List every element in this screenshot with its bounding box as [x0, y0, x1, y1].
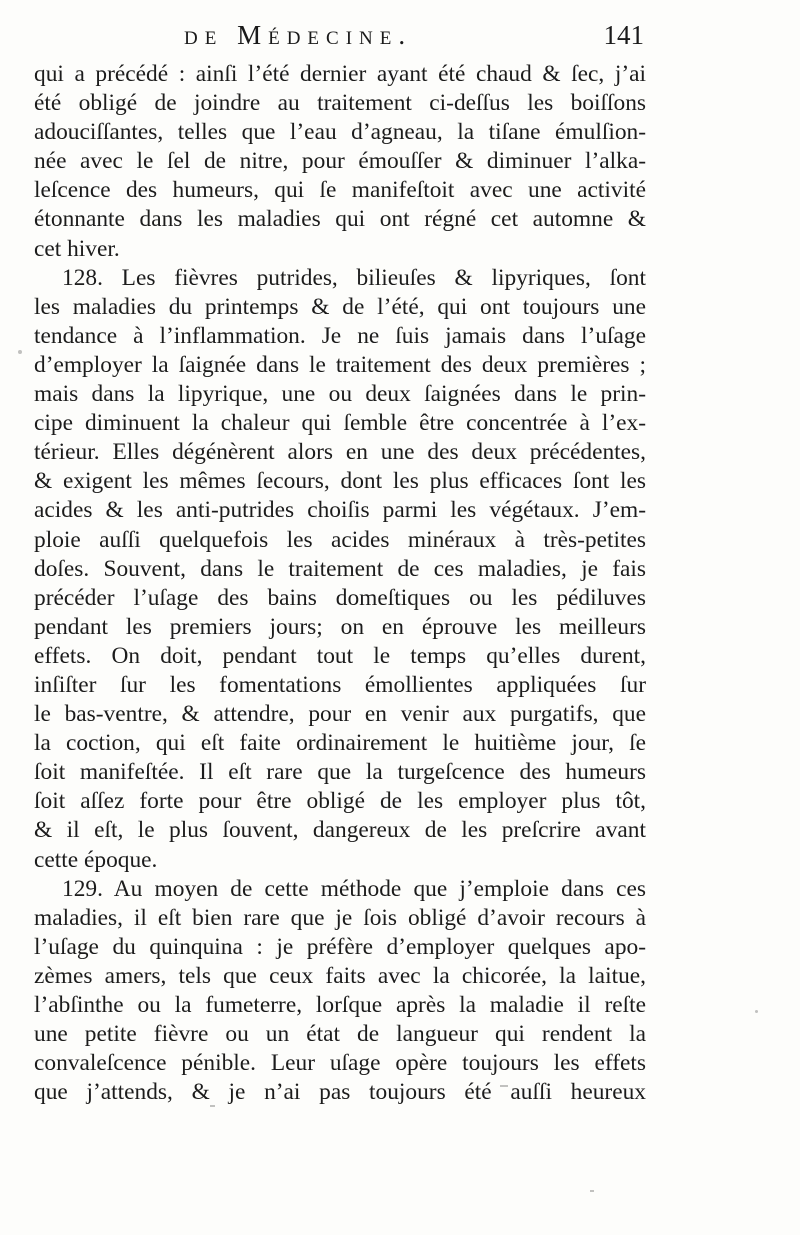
paragraph-129-start: 129. Au moyen de cette méthode que j’emploie dans ces: [62, 875, 646, 902]
text-line: pendant les premiers jours; on en éprouve les meilleurs: [34, 613, 646, 640]
text-line: leſcence des humeurs, qui ſe manifeſtoit avec une activité: [34, 177, 646, 204]
text-line: effets. On doit, pendant tout le temps qu’elles durent,: [34, 642, 646, 669]
text-line: la coction, qui eſt faite ordinairement le huitième jour, ſe: [34, 730, 646, 757]
text-line: cipe diminuent la chaleur qui ſemble être concentrée à l’ex-: [34, 410, 646, 437]
text-line: ſoit aſſez forte pour être obligé de les employer plus tôt,: [34, 788, 646, 815]
scan-speck: [755, 1010, 758, 1013]
text-line: précéder l’uſage des bains domeſtiques ou les pédiluves: [34, 584, 646, 611]
text-line: cette époque.: [34, 846, 158, 873]
text-line: inſiſter ſur les fomentations émollientes appliquées ſur: [34, 671, 646, 698]
text-line: maladies, il eſt bien rare que je ſois obligé d’avoir recours à: [34, 904, 646, 931]
text-line: & exigent les mêmes ſecours, dont les plus efficaces ſont les: [34, 468, 646, 495]
text-line: ſoit manifeſtée. Il eſt rare que la turgeſcence des humeurs: [34, 759, 646, 786]
scan-speck: [18, 350, 22, 354]
text-line: d’employer la ſaignée dans le traitement des deux premières ;: [34, 351, 646, 378]
text-line: & il eſt, le plus ſouvent, dangereux de les preſcrire avant: [34, 817, 646, 844]
text-line: convaleſcence pénible. Leur uſage opère toujours les effets: [34, 1050, 646, 1077]
text-line: doſes. Souvent, dans le traitement de ces maladies, je fais: [34, 555, 646, 582]
page-number: 141: [603, 20, 644, 50]
text-line: les maladies du printemps & de l’été, qui ont toujours une: [34, 293, 646, 320]
page-header: [34, 20, 644, 56]
text-line: que j’attends, & je n’ai pas toujours été auſſi heureux: [34, 1079, 646, 1106]
scan-speck: [500, 1085, 508, 1087]
text-line: étonnante dans les maladies qui ont régné cet automne &: [34, 206, 646, 233]
text-line: l’uſage du quinquina : je préfère d’employer quelques apo-: [34, 933, 646, 960]
paragraph-128-start: 128. Les fièvres putrides, bilieuſes & lipyriques, ſont: [62, 264, 646, 291]
text-line: née avec le ſel de nitre, pour émouſſer & diminuer l’alka-: [34, 148, 646, 175]
text-line: le bas-ventre, & attendre, pour en venir aux purgatifs, que: [34, 701, 646, 728]
text-line: ploie auſſi quelquefois les acides minéraux à très-petites: [34, 526, 646, 553]
text-line: mais dans la lipyrique, une ou deux ſaignées dans le prin-: [34, 381, 646, 408]
text-line: cet hiver.: [34, 235, 120, 262]
text-line: une petite fièvre ou un état de langueur qui rendent la: [34, 1021, 646, 1048]
text-line: qui a précédé : ainſi l’été dernier ayant été chaud & ſec, j’ai: [34, 61, 646, 87]
text-line: tendance à l’inflammation. Je ne ſuis jamais dans l’uſage: [34, 322, 646, 349]
text-line: adouciſſantes, telles que l’eau d’agneau, la tiſane émulſion-: [34, 119, 646, 146]
scan-speck: [210, 1105, 215, 1107]
text-line: été obligé de joindre au traitement ci-deſſus les boiſſons: [34, 90, 646, 117]
scan-speck: [590, 1190, 594, 1192]
body-text: [34, 60, 646, 1107]
text-line: zèmes amers, tels que ceux faits avec la chicorée, la laitue,: [34, 962, 646, 989]
text-line: l’abſinthe ou la fumeterre, lorſque après la maladie il reſte: [34, 992, 646, 1018]
text-line: térieur. Elles dégénèrent alors en une des deux précédentes,: [34, 439, 646, 466]
text-line: acides & les anti-putrides choiſis parmi les végétaux. J’em-: [34, 497, 646, 524]
running-title: de Médecine.: [184, 20, 413, 50]
